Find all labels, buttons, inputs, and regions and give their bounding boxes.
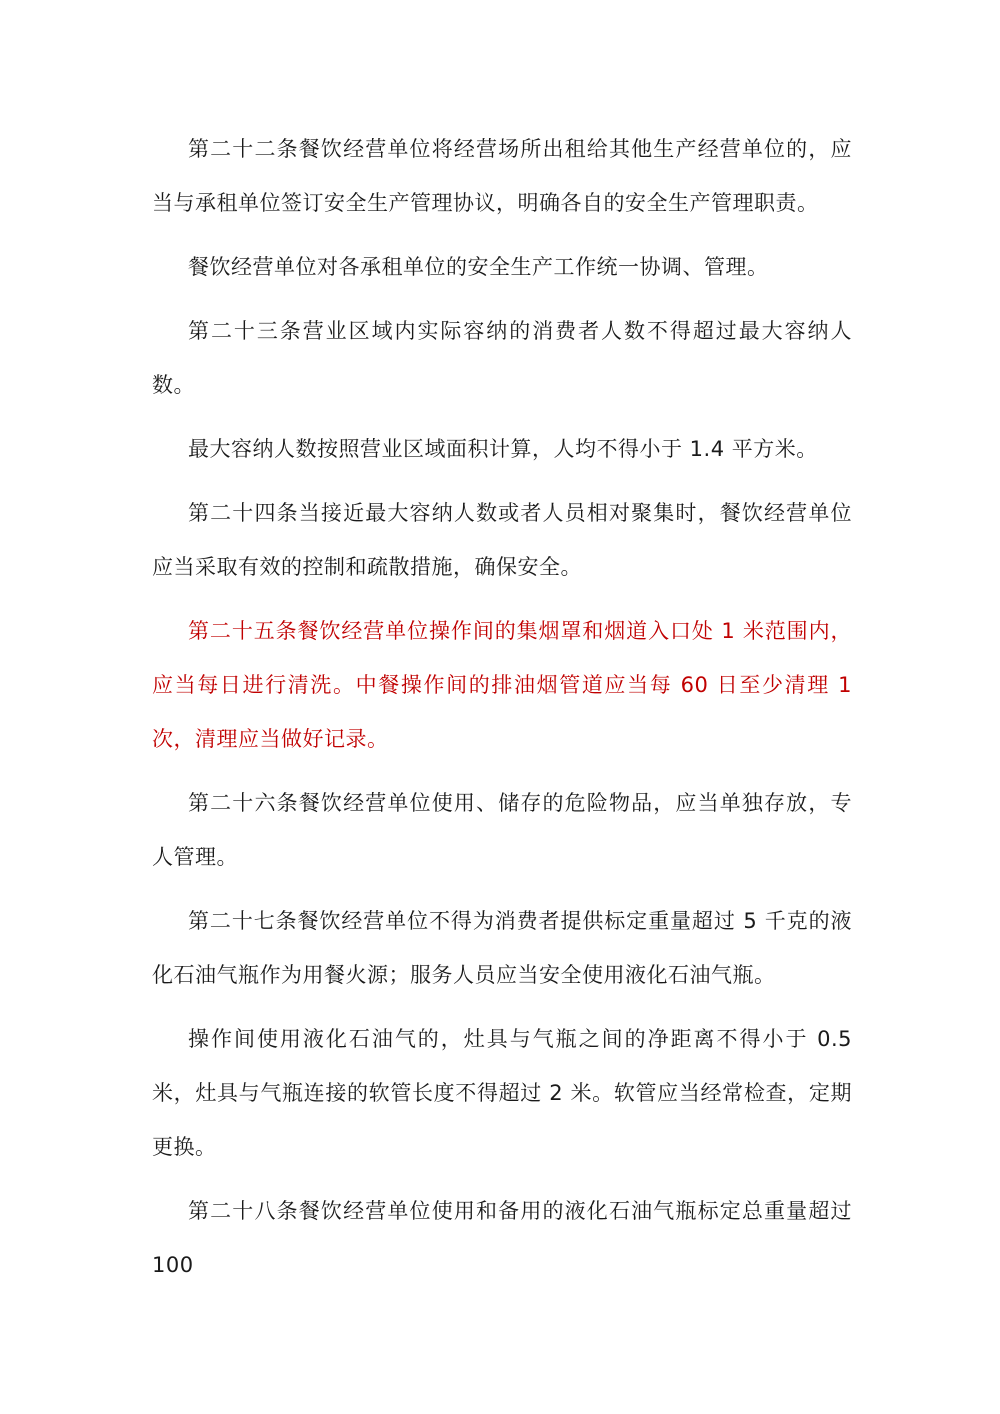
- document-body: [152, 122, 852, 1302]
- paragraph-article-26: 第二十六条餐饮经营单位使用、储存的危险物品，应当单独存放，专人管理。: [152, 791, 852, 869]
- paragraph-article-25-highlighted: 第二十五条餐饮经营单位操作间的集烟罩和烟道入口处 1 米范围内，应当每日进行清洗。中餐操作间的排油烟管道应当每 60 日至少清理 1 次，清理应当做好记录。: [152, 619, 852, 751]
- paragraph-article-27: 第二十七条餐饮经营单位不得为消费者提供标定重量超过 5 千克的液化石油气瓶作为用餐火源；服务人员应当安全使用液化石油气瓶。: [152, 909, 852, 987]
- paragraph-article-22: 第二十二条餐饮经营单位将经营场所出租给其他生产经营单位的，应当与承租单位签订安全生产管理协议，明确各自的安全生产管理职责。: [152, 137, 852, 215]
- paragraph-article-27-kitchen: 操作间使用液化石油气的，灶具与气瓶之间的净距离不得小于 0.5 米，灶具与气瓶连接的软管长度不得超过 2 米。软管应当经常检查，定期更换。: [152, 1027, 852, 1159]
- paragraph-article-22-coordination: 餐饮经营单位对各承租单位的安全生产工作统一协调、管理。: [188, 255, 769, 279]
- paragraph-article-23: 第二十三条营业区域内实际容纳的消费者人数不得超过最大容纳人数。: [152, 319, 852, 397]
- paragraph-article-28: 第二十八条餐饮经营单位使用和备用的液化石油气瓶标定总重量超过 100: [152, 1199, 852, 1277]
- paragraph-article-24: 第二十四条当接近最大容纳人数或者人员相对聚集时，餐饮经营单位应当采取有效的控制和疏散措施，确保安全。: [152, 501, 852, 579]
- paragraph-article-23-capacity: 最大容纳人数按照营业区域面积计算，人均不得小于 1.4 平方米。: [188, 437, 818, 461]
